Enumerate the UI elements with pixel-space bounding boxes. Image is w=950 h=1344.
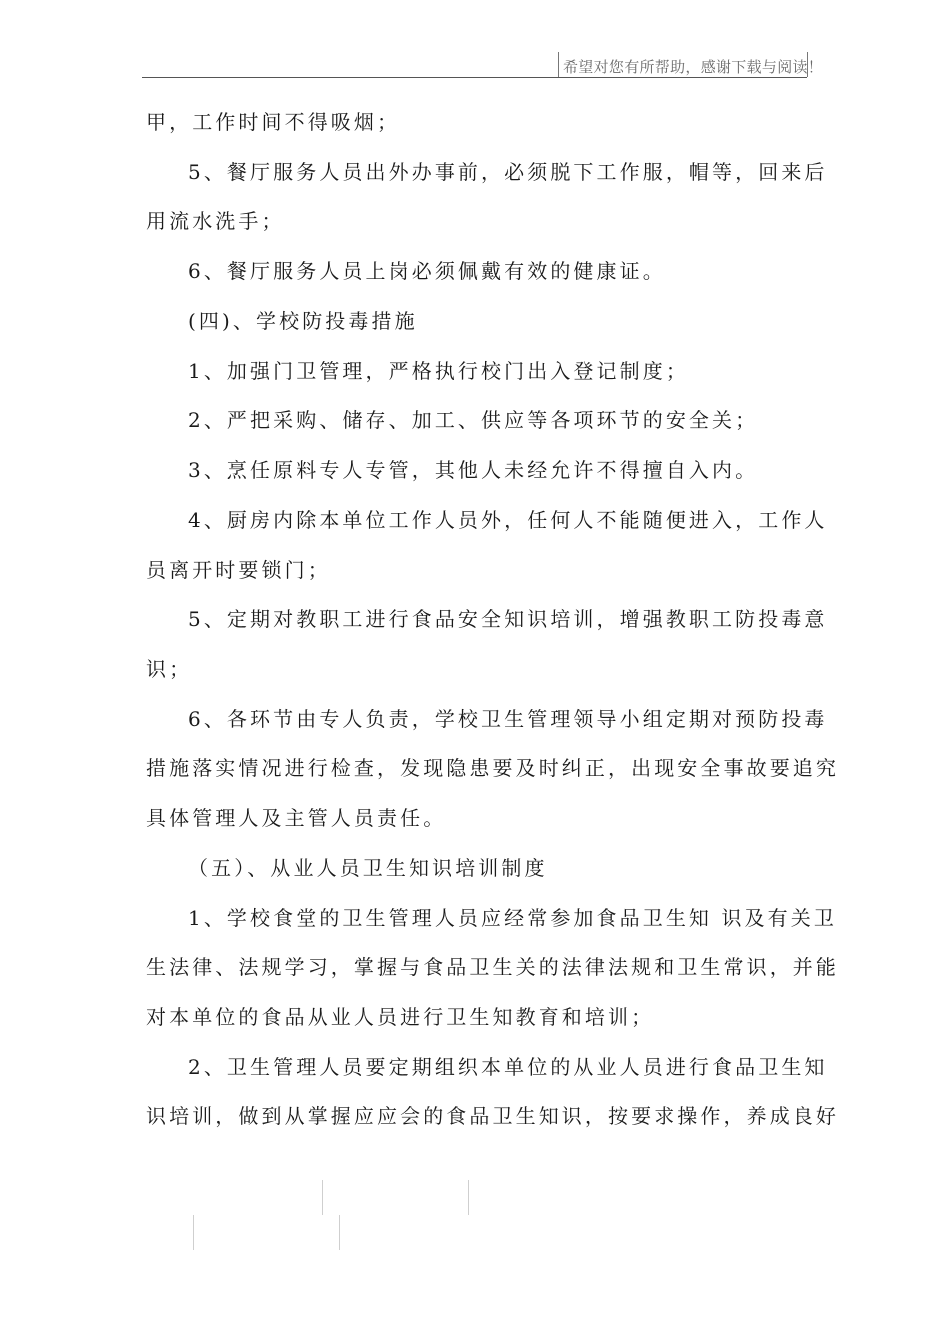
header-rule (142, 77, 807, 78)
scan-artifact-line (193, 1215, 194, 1250)
body-line: 识； (146, 657, 193, 681)
scan-artifact-line (322, 1180, 323, 1215)
body-line: 1、学校食堂的卫生管理人员应经常参加食品卫生知 识及有关卫 (188, 906, 837, 930)
scan-artifact-line (468, 1180, 469, 1215)
section-heading: （五）、从业人员卫生知识培训制度 (188, 856, 548, 880)
body-line: 对本单位的食品从业人员进行卫生知教育和培训； (146, 1005, 655, 1029)
body-line: 用流水洗手； (146, 209, 285, 233)
body-line: 2、卫生管理人员要定期组织本单位的从业人员进行食品卫生知 (188, 1055, 828, 1079)
body-line: 4、厨房内除本单位工作人员外，任何人不能随便进入，工作人 (188, 508, 828, 532)
header-banner-text: 希望对您有所帮助，感谢下载与阅读！ (563, 58, 824, 76)
body-line: 生法律、法规学习，掌握与食品卫生关的法律法规和卫生常识，并能 (146, 955, 839, 979)
body-line: 6、餐厅服务人员上岗必须佩戴有效的健康证。 (188, 259, 666, 283)
section-heading: (四)、学校防投毒措施 (188, 309, 418, 333)
body-line: 措施落实情况进行检查，发现隐患要及时纠正，出现安全事故要追究 (146, 756, 839, 780)
body-line: 5、餐厅服务人员出外办事前，必须脱下工作服，帽等，回来后 (188, 160, 828, 184)
body-line: 1、加强门卫管理，严格执行校门出入登记制度； (188, 359, 689, 383)
scan-artifact-line (339, 1215, 340, 1250)
body-line: 6、各环节由专人负责，学校卫生管理领导小组定期对预防投毒 (188, 707, 828, 731)
body-line: 甲，工作时间不得吸烟； (146, 110, 401, 134)
body-line: 2、严把采购、储存、加工、供应等各项环节的安全关； (188, 408, 759, 432)
body-line: 识培训，做到从掌握应应会的食品卫生知识，按要求操作，养成良好 (146, 1104, 839, 1128)
body-line: 员离开时要锁门； (146, 558, 331, 582)
body-line: 5、定期对教职工进行食品安全知识培训，增强教职工防投毒意 (188, 607, 828, 631)
body-line: 具体管理人及主管人员责任。 (146, 806, 447, 830)
body-line: 3、烹任原料专人专管，其他人未经允许不得擅自入内。 (188, 458, 759, 482)
